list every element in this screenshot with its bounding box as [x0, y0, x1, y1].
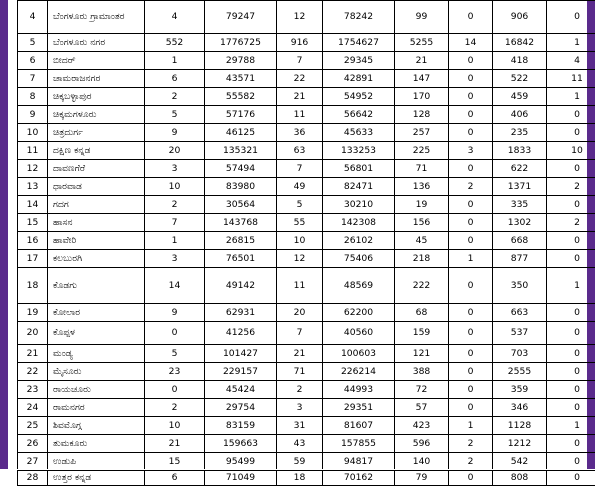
col6-cell: 0 [449, 322, 493, 345]
col1-cell: 0 [145, 322, 205, 345]
col8-cell: 0 [547, 160, 595, 178]
table-row [18, 196, 595, 214]
col4-cell: 133253 [323, 142, 395, 160]
table-row [18, 435, 595, 453]
district-data-table [17, 0, 595, 486]
table-row [18, 178, 595, 196]
col1-cell: 3 [145, 160, 205, 178]
col7-cell: 1371 [493, 178, 547, 196]
district-name-cell: ಚಿತ್ರದುರ್ಗ [48, 124, 145, 142]
table-row [18, 453, 595, 471]
col6-cell: 0 [449, 160, 493, 178]
district-name-cell: ಉತ್ತರ ಕನ್ನಡ [48, 471, 145, 486]
col3-cell: 20 [277, 304, 323, 322]
table-row [18, 363, 595, 381]
district-name-cell: ಮೈಸೂರು [48, 363, 145, 381]
col1-cell: 6 [145, 70, 205, 88]
col4-cell: 40560 [323, 322, 395, 345]
col2-cell: 57494 [205, 160, 277, 178]
col6-cell: 0 [449, 471, 493, 486]
serial-cell: 15 [18, 214, 48, 232]
col2-cell: 159663 [205, 435, 277, 453]
col1-cell: 2 [145, 88, 205, 106]
col5-cell: 225 [395, 142, 449, 160]
serial-cell: 10 [18, 124, 48, 142]
col8-cell: 0 [547, 232, 595, 250]
col8-cell: 2 [547, 214, 595, 232]
col1-cell: 10 [145, 417, 205, 435]
col7-cell: 346 [493, 399, 547, 417]
col2-cell: 46125 [205, 124, 277, 142]
col2-cell: 83980 [205, 178, 277, 196]
district-name-cell: ಗದಗ [48, 196, 145, 214]
serial-cell: 27 [18, 453, 48, 471]
col8-cell: 1 [547, 88, 595, 106]
col4-cell: 30210 [323, 196, 395, 214]
district-name-cell: ಚಾಮರಾಜನಗರ [48, 70, 145, 88]
col6-cell: 1 [449, 250, 493, 268]
col1-cell: 2 [145, 399, 205, 417]
col8-cell: 0 [547, 471, 595, 486]
col7-cell: 542 [493, 453, 547, 471]
col1-cell: 3 [145, 250, 205, 268]
col4-cell: 26102 [323, 232, 395, 250]
col6-cell: 0 [449, 345, 493, 363]
district-name-cell: ಚಿಕ್ಕಮಗಳೂರು [48, 106, 145, 124]
serial-cell: 25 [18, 417, 48, 435]
table-row [18, 1, 595, 34]
col7-cell: 406 [493, 106, 547, 124]
district-name-cell: ಕೊಡಗು [48, 268, 145, 304]
col6-cell: 2 [449, 453, 493, 471]
col4-cell: 75406 [323, 250, 395, 268]
col7-cell: 622 [493, 160, 547, 178]
col5-cell: 218 [395, 250, 449, 268]
col5-cell: 57 [395, 399, 449, 417]
col8-cell: 0 [547, 453, 595, 471]
table-row [18, 417, 595, 435]
col4-cell: 45633 [323, 124, 395, 142]
table-row [18, 345, 595, 363]
col1-cell: 9 [145, 124, 205, 142]
col8-cell: 0 [547, 196, 595, 214]
col7-cell: 350 [493, 268, 547, 304]
table-row [18, 52, 595, 70]
district-name-cell: ಶಿವಮೊಗ್ಗ [48, 417, 145, 435]
col7-cell: 335 [493, 196, 547, 214]
col6-cell: 0 [449, 268, 493, 304]
col7-cell: 537 [493, 322, 547, 345]
serial-cell: 28 [18, 471, 48, 486]
col1-cell: 23 [145, 363, 205, 381]
col4-cell: 29351 [323, 399, 395, 417]
col3-cell: 3 [277, 399, 323, 417]
serial-cell: 20 [18, 322, 48, 345]
col3-cell: 11 [277, 268, 323, 304]
table-row [18, 88, 595, 106]
district-name-cell: ಬೀದರ್ [48, 52, 145, 70]
col7-cell: 418 [493, 52, 547, 70]
table-row [18, 250, 595, 268]
col5-cell: 140 [395, 453, 449, 471]
col4-cell: 54952 [323, 88, 395, 106]
col6-cell: 0 [449, 196, 493, 214]
district-name-cell: ಕೋಲಾರ [48, 304, 145, 322]
col2-cell: 79247 [205, 1, 277, 34]
col1-cell: 10 [145, 178, 205, 196]
district-name-cell: ಧಾರವಾಡ [48, 178, 145, 196]
col5-cell: 19 [395, 196, 449, 214]
col6-cell: 0 [449, 363, 493, 381]
col4-cell: 29345 [323, 52, 395, 70]
district-name-cell: ರಾಮನಗರ [48, 399, 145, 417]
col5-cell: 257 [395, 124, 449, 142]
table-row [18, 106, 595, 124]
col4-cell: 1754627 [323, 34, 395, 52]
col6-cell: 2 [449, 435, 493, 453]
serial-cell: 7 [18, 70, 48, 88]
district-name-cell: ರಾಯಚೂರು [48, 381, 145, 399]
col3-cell: 11 [277, 106, 323, 124]
col7-cell: 808 [493, 471, 547, 486]
col6-cell: 0 [449, 381, 493, 399]
serial-cell: 5 [18, 34, 48, 52]
col7-cell: 235 [493, 124, 547, 142]
col3-cell: 21 [277, 345, 323, 363]
col3-cell: 63 [277, 142, 323, 160]
col2-cell: 55582 [205, 88, 277, 106]
col5-cell: 388 [395, 363, 449, 381]
col6-cell: 0 [449, 232, 493, 250]
col8-cell: 2 [547, 178, 595, 196]
col5-cell: 68 [395, 304, 449, 322]
col6-cell: 0 [449, 124, 493, 142]
col6-cell: 2 [449, 178, 493, 196]
col7-cell: 16842 [493, 34, 547, 52]
col4-cell: 42891 [323, 70, 395, 88]
col8-cell: 4 [547, 52, 595, 70]
col2-cell: 76501 [205, 250, 277, 268]
col2-cell: 30564 [205, 196, 277, 214]
col1-cell: 6 [145, 471, 205, 486]
col3-cell: 31 [277, 417, 323, 435]
col7-cell: 668 [493, 232, 547, 250]
col3-cell: 7 [277, 322, 323, 345]
table-row [18, 160, 595, 178]
district-name-cell: ತುಮಕೂರು [48, 435, 145, 453]
table-row [18, 381, 595, 399]
col3-cell: 21 [277, 88, 323, 106]
col5-cell: 128 [395, 106, 449, 124]
col8-cell: 0 [547, 1, 595, 34]
col8-cell: 1 [547, 34, 595, 52]
serial-cell: 18 [18, 268, 48, 304]
col5-cell: 159 [395, 322, 449, 345]
col6-cell: 3 [449, 142, 493, 160]
col2-cell: 101427 [205, 345, 277, 363]
col8-cell: 0 [547, 345, 595, 363]
col5-cell: 156 [395, 214, 449, 232]
col5-cell: 423 [395, 417, 449, 435]
col2-cell: 62931 [205, 304, 277, 322]
col4-cell: 100603 [323, 345, 395, 363]
col8-cell: 0 [547, 106, 595, 124]
col5-cell: 136 [395, 178, 449, 196]
col4-cell: 226214 [323, 363, 395, 381]
col3-cell: 71 [277, 363, 323, 381]
district-name-cell: ಕಲಬುರಗಿ [48, 250, 145, 268]
serial-cell: 9 [18, 106, 48, 124]
col7-cell: 1212 [493, 435, 547, 453]
serial-cell: 13 [18, 178, 48, 196]
col4-cell: 142308 [323, 214, 395, 232]
col5-cell: 72 [395, 381, 449, 399]
district-name-cell: ಚಿಕ್ಕಬಳ್ಳಾಪುರ [48, 88, 145, 106]
col6-cell: 0 [449, 304, 493, 322]
col7-cell: 703 [493, 345, 547, 363]
col4-cell: 56801 [323, 160, 395, 178]
col3-cell: 7 [277, 160, 323, 178]
col2-cell: 29788 [205, 52, 277, 70]
serial-cell: 12 [18, 160, 48, 178]
col3-cell: 59 [277, 453, 323, 471]
col3-cell: 49 [277, 178, 323, 196]
col7-cell: 877 [493, 250, 547, 268]
col6-cell: 0 [449, 52, 493, 70]
col8-cell: 0 [547, 399, 595, 417]
col6-cell: 0 [449, 88, 493, 106]
col4-cell: 48569 [323, 268, 395, 304]
col8-cell: 0 [547, 250, 595, 268]
col6-cell: 0 [449, 399, 493, 417]
col6-cell: 14 [449, 34, 493, 52]
district-name-cell: ದಕ್ಷಿಣ ಕನ್ನಡ [48, 142, 145, 160]
col1-cell: 5 [145, 345, 205, 363]
col8-cell: 0 [547, 381, 595, 399]
col6-cell: 0 [449, 1, 493, 34]
col5-cell: 5255 [395, 34, 449, 52]
col7-cell: 359 [493, 381, 547, 399]
table-row [18, 471, 595, 486]
col5-cell: 170 [395, 88, 449, 106]
col8-cell: 1 [547, 417, 595, 435]
col5-cell: 99 [395, 1, 449, 34]
serial-cell: 21 [18, 345, 48, 363]
col2-cell: 57176 [205, 106, 277, 124]
col8-cell: 11 [547, 70, 595, 88]
col3-cell: 5 [277, 196, 323, 214]
district-name-cell: ಉಡುಪಿ [48, 453, 145, 471]
col4-cell: 78242 [323, 1, 395, 34]
col1-cell: 9 [145, 304, 205, 322]
serial-cell: 26 [18, 435, 48, 453]
col4-cell: 94817 [323, 453, 395, 471]
col1-cell: 2 [145, 196, 205, 214]
col2-cell: 26815 [205, 232, 277, 250]
col6-cell: 0 [449, 214, 493, 232]
col2-cell: 135321 [205, 142, 277, 160]
table-row [18, 214, 595, 232]
col2-cell: 29754 [205, 399, 277, 417]
col5-cell: 222 [395, 268, 449, 304]
col5-cell: 71 [395, 160, 449, 178]
col1-cell: 1 [145, 232, 205, 250]
table-row [18, 142, 595, 160]
table-row [18, 268, 595, 304]
col8-cell: 0 [547, 435, 595, 453]
col5-cell: 121 [395, 345, 449, 363]
col1-cell: 7 [145, 214, 205, 232]
col3-cell: 12 [277, 1, 323, 34]
col7-cell: 522 [493, 70, 547, 88]
col1-cell: 4 [145, 1, 205, 34]
col1-cell: 5 [145, 106, 205, 124]
col7-cell: 459 [493, 88, 547, 106]
col7-cell: 906 [493, 1, 547, 34]
col5-cell: 596 [395, 435, 449, 453]
serial-cell: 19 [18, 304, 48, 322]
col2-cell: 49142 [205, 268, 277, 304]
col3-cell: 43 [277, 435, 323, 453]
district-name-cell: ಮಂಡ್ಯ [48, 345, 145, 363]
serial-cell: 24 [18, 399, 48, 417]
left-border-bar [0, 0, 8, 470]
col8-cell: 0 [547, 322, 595, 345]
serial-cell: 4 [18, 1, 48, 34]
col8-cell: 1 [547, 268, 595, 304]
col2-cell: 45424 [205, 381, 277, 399]
col2-cell: 41256 [205, 322, 277, 345]
col6-cell: 0 [449, 106, 493, 124]
col3-cell: 18 [277, 471, 323, 486]
col3-cell: 55 [277, 214, 323, 232]
col1-cell: 14 [145, 268, 205, 304]
col2-cell: 71049 [205, 471, 277, 486]
serial-cell: 8 [18, 88, 48, 106]
col7-cell: 1302 [493, 214, 547, 232]
serial-cell: 11 [18, 142, 48, 160]
col3-cell: 2 [277, 381, 323, 399]
serial-cell: 17 [18, 250, 48, 268]
col4-cell: 70162 [323, 471, 395, 486]
district-name-cell: ಹಾವೇರಿ [48, 232, 145, 250]
col2-cell: 43571 [205, 70, 277, 88]
col4-cell: 44993 [323, 381, 395, 399]
table-row [18, 232, 595, 250]
col4-cell: 157855 [323, 435, 395, 453]
serial-cell: 16 [18, 232, 48, 250]
district-name-cell: ಹಾಸನ [48, 214, 145, 232]
col1-cell: 552 [145, 34, 205, 52]
col3-cell: 12 [277, 250, 323, 268]
district-name-cell: ದಾವಣಗೆರೆ [48, 160, 145, 178]
col1-cell: 21 [145, 435, 205, 453]
district-name-cell: ಬೆಂಗಳೂರು ನಗರ [48, 34, 145, 52]
col3-cell: 36 [277, 124, 323, 142]
col5-cell: 21 [395, 52, 449, 70]
col7-cell: 1128 [493, 417, 547, 435]
col1-cell: 20 [145, 142, 205, 160]
col8-cell: 0 [547, 363, 595, 381]
table-row [18, 124, 595, 142]
district-name-cell: ಬೆಂಗಳೂರು ಗ್ರಾಮಾಂತರ [48, 1, 145, 34]
district-name-cell: ಕೊಪ್ಪಳ [48, 322, 145, 345]
col7-cell: 2555 [493, 363, 547, 381]
col1-cell: 0 [145, 381, 205, 399]
col1-cell: 1 [145, 52, 205, 70]
col3-cell: 916 [277, 34, 323, 52]
col2-cell: 83159 [205, 417, 277, 435]
serial-cell: 23 [18, 381, 48, 399]
col3-cell: 10 [277, 232, 323, 250]
col7-cell: 663 [493, 304, 547, 322]
col3-cell: 7 [277, 52, 323, 70]
col5-cell: 45 [395, 232, 449, 250]
col4-cell: 82471 [323, 178, 395, 196]
col2-cell: 143768 [205, 214, 277, 232]
col4-cell: 62200 [323, 304, 395, 322]
col7-cell: 1833 [493, 142, 547, 160]
col1-cell: 15 [145, 453, 205, 471]
col8-cell: 10 [547, 142, 595, 160]
col2-cell: 95499 [205, 453, 277, 471]
table-row [18, 34, 595, 52]
table-row [18, 322, 595, 345]
serial-cell: 14 [18, 196, 48, 214]
table-row [18, 70, 595, 88]
table-row [18, 399, 595, 417]
col6-cell: 0 [449, 70, 493, 88]
serial-cell: 6 [18, 52, 48, 70]
col6-cell: 1 [449, 417, 493, 435]
col5-cell: 147 [395, 70, 449, 88]
serial-cell: 22 [18, 363, 48, 381]
col4-cell: 56642 [323, 106, 395, 124]
col2-cell: 229157 [205, 363, 277, 381]
col8-cell: 0 [547, 124, 595, 142]
col5-cell: 79 [395, 471, 449, 486]
col8-cell: 0 [547, 304, 595, 322]
col2-cell: 1776725 [205, 34, 277, 52]
table-row [18, 304, 595, 322]
col4-cell: 81607 [323, 417, 395, 435]
col3-cell: 22 [277, 70, 323, 88]
